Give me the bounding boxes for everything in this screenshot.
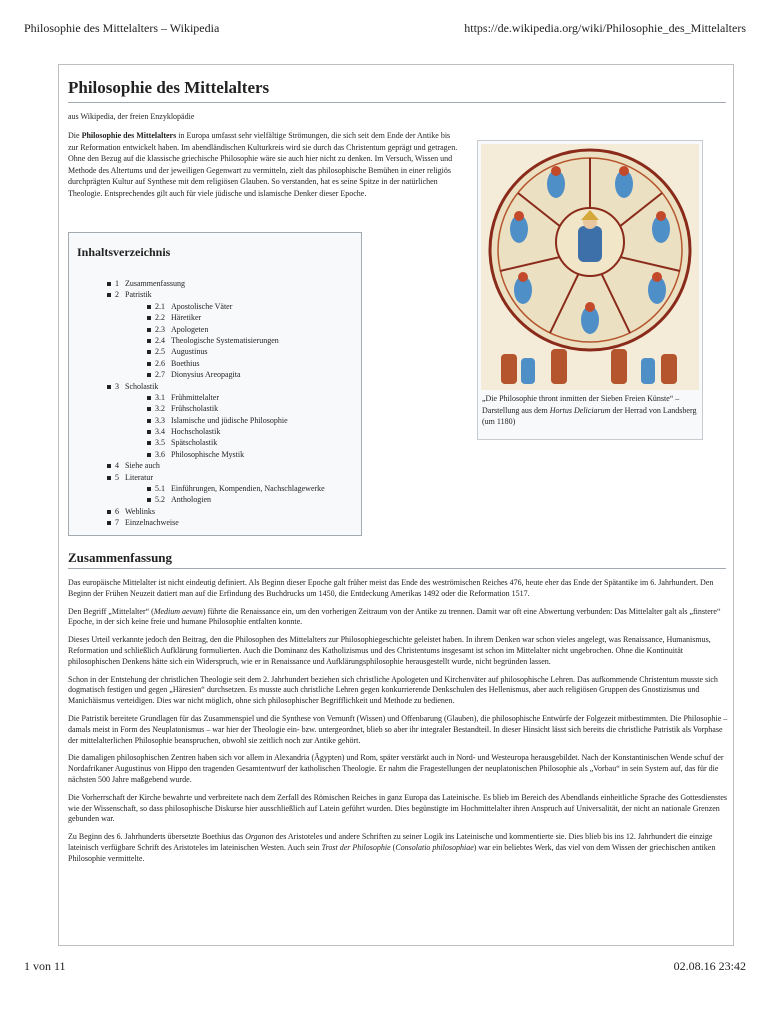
toc-item-number: 3.4: [155, 427, 165, 437]
toc-item[interactable]: [69, 426, 359, 437]
toc-list: [69, 278, 359, 529]
bullet-icon: [147, 305, 151, 309]
paragraph: Das europäische Mittelalter ist nicht eindeutig definiert. Als Beginn dieser Epoche galt früher meist das Ende des weströmischen Reiches 476, heute eher das Ende der Spätantike im 6. Jahrhundert. Den Beginn der Frühen Neuzeit datiert man auf die Erfindung des Buchdrucks um 1450, die Entdeckung Amerikas 1492 oder die Reformation 1517.: [68, 578, 714, 598]
toc-title: Inhaltsverzeichnis: [77, 245, 171, 259]
toc-item-number: 3: [115, 381, 119, 391]
toc-item[interactable]: [69, 460, 359, 471]
bullet-icon: [147, 362, 151, 366]
toc-item-label: Philosophische Mystik: [171, 449, 245, 459]
bullet-icon: [147, 328, 151, 332]
toc-item-number: 7: [115, 518, 119, 528]
bullet-icon: [147, 430, 151, 434]
toc-item[interactable]: [69, 301, 359, 312]
bullet-icon: [147, 350, 151, 354]
toc-item-label: Einzelnachweise: [125, 518, 179, 528]
toc-item-label: Frühscholastik: [171, 404, 219, 414]
bullet-icon: [107, 476, 111, 480]
toc-item-number: 3.3: [155, 415, 165, 425]
toc-item-label: Apologeten: [171, 324, 209, 334]
toc-item-label: Scholastik: [125, 381, 159, 391]
toc-item-label: Theologische Systematisierungen: [171, 335, 279, 345]
page-counter: 1 von 11: [24, 959, 66, 973]
hortus-deliciarum-illustration: [481, 144, 699, 390]
intro-paragraph: Die Philosophie des Mittelalters in Europa umfasst sehr vielfältige Strömungen, die sich seit dem Ende der Antike bis zur Reformation entwickelt haben. Im abendländischen Kulturkreis wird sie durch das Christentum geprägt und getragen. Ohne den Bezug auf die klassische griechische Philosophie wäre sie auch hier nicht zu denken. Im Versuch, Wissen und Methode des Altertums und der jeweiligen Gegenwart zu vermitteln, zielt das philosophische Bemühen in einer religiös durchprägten Kultur auf Synthese mit dem religiösen Glauben. So verstanden, hat es seine Spitze in der natürlichen Theologie. Entsprechendes gilt auch für viele jüdische und islamische Denker dieser Epoche.: [68, 131, 458, 198]
paragraph: Die Vorherrschaft der Kirche bewahrte und verbreitete nach dem Zerfall des Römischen Reiches in ganz Europa das Lateinische. Es blieb im Bereich des Abendlands einheitliche Sprache des Gottesdienstes wie der Wissenschaft, so dass philosophische Diskurse hier ausschließlich auf Latein geführt wurden. Dies begünstigte im Hochmittelalter ihren Anspruch auf Universalität, der nicht an nationale Grenzen gebunden war.: [68, 792, 728, 824]
toc-item[interactable]: [69, 403, 359, 414]
bullet-icon: [107, 293, 111, 297]
toc-item-number: 2.4: [155, 335, 165, 345]
toc-item-label: Siehe auch: [125, 461, 160, 471]
toc-item-number: 4: [115, 461, 119, 471]
toc-item-label: Spätscholastik: [171, 438, 218, 448]
page-subtitle: aus Wikipedia, der freien Enzyklopädie: [68, 112, 195, 121]
bullet-icon: [107, 464, 111, 468]
bullet-icon: [147, 441, 151, 445]
bullet-icon: [147, 487, 151, 491]
paragraph: Schon in der Entstehung der christlichen Theologie seit dem 2. Jahrhundert beziehen sich christliche Apologeten und Kirchenväter auf philosophische Lehren. Das aufkommende Christentum musste sich dogmatisch festigen und gegen „Häresien“ durchsetzen. Es musste auch christliche Lehren gegen konkurrierende Denkschulen des Hellenismus, aber auch religiösen Gruppen des Gnostizismus und Manichäismus verteidigen. Dies war nicht möglich, ohne sich philosophischer Begrifflichkeit und Methode zu bedienen.: [68, 674, 718, 706]
toc-item-label: Dionysius Areopagita: [171, 370, 241, 380]
figure-thumbnail[interactable]: [477, 140, 703, 440]
toc-item-label: Hochscholastik: [171, 427, 221, 437]
toc-item-number: 1: [115, 279, 119, 288]
toc-item[interactable]: [69, 381, 359, 392]
section-body: [68, 578, 728, 872]
toc-item-label: Islamische und jüdische Philosophie: [171, 415, 288, 425]
toc-item[interactable]: [69, 335, 359, 346]
bullet-icon: [107, 521, 111, 525]
toc-item-number: 3.6: [155, 449, 165, 459]
print-timestamp: 02.08.16 23:42: [673, 959, 746, 973]
toc-item-number: 3.1: [155, 392, 165, 402]
toc-item[interactable]: [69, 278, 359, 289]
figure-caption: „Die Philosophie thront inmitten der Sieben Freien Künste“ – Darstellung aus dem Hortus Deliciarum der Herrad von Landsberg (um 1180): [482, 394, 697, 427]
toc-item-number: 5.1: [155, 484, 165, 494]
paragraph: Die Patristik bereitete Grundlagen für das Zusammenspiel und die Synthese von Vernunft (Wissen) und Offenbarung (Glauben), die philosophische Entwürfe der Folgezeit mitbestimmten. Die Philosophie – damals meist in Form des Neuplatonismus – war hier der Theologie ein- bzw. untergeordnet, blieb so aber ihr integraler Bestandteil. In dieser Hinsicht lässt sich bereits die christliche Patristik als Vorphase der mittelalterlichen Philosophie beanspruchen, obwohl sie zeitlich noch zur Antike gehört.: [68, 713, 728, 745]
intro-bold-term: Philosophie des Mittelalters: [81, 131, 177, 140]
toc-item-label: Augustinus: [171, 347, 208, 357]
toc-item-label: Anthologien: [171, 495, 211, 505]
toc-item-number: 6: [115, 506, 119, 516]
toc-item[interactable]: [69, 369, 359, 380]
toc-item[interactable]: [69, 437, 359, 448]
toc-item[interactable]: [69, 289, 359, 300]
toc-item[interactable]: [69, 517, 359, 528]
bullet-icon: [147, 373, 151, 377]
toc-item-number: 2.6: [155, 358, 165, 368]
print-header-title: Philosophie des Mittelalters – Wikipedia: [24, 21, 220, 35]
toc-item[interactable]: [69, 483, 359, 494]
section-heading: Zusammenfassung: [68, 550, 173, 565]
toc-item[interactable]: [69, 346, 359, 357]
paragraph: Dieses Urteil verkannte jedoch den Beitrag, den die Philosophen des Mittelalters zur Philosophiegeschichte geleistet haben. In ihrem Denken war schon vieles angelegt, was Renaissance, Humanismus, Reformation und schließlich Aufklärung formulierten. Auch die Dominanz des Katholizismus und des Christentums insgesamt ist schon im Mittelalter nicht ungebrochen. Ohne die Kontinuität philosophischen Denkens hätte sich ein Widerspruch, wie er in Renaissance und Aufklärungsphilosophie herausgestellt wurde, nicht begründen lassen.: [68, 635, 711, 666]
section-divider: [68, 568, 726, 569]
toc-item[interactable]: [69, 358, 359, 369]
toc-item-number: 2.2: [155, 313, 165, 323]
page-title: Philosophie des Mittelalters: [68, 78, 270, 97]
toc-item-label: Frühmittelalter: [171, 392, 219, 402]
toc-item[interactable]: [69, 392, 359, 403]
bullet-icon: [147, 498, 151, 502]
bullet-icon: [147, 407, 151, 411]
toc-item-number: 2.1: [155, 301, 165, 311]
toc-item[interactable]: [69, 494, 359, 505]
paragraph: Den Begriff „Mittelalter“ (Medium aevum) führte die Renaissance ein, um den vorherigen Zeitraum von der Antike zu trennen. Damit war oft eine Abwertung verbunden: Das Mittelalter galt als „finstere“ Epoche, in der sich keine freie und humane Philosophie entfalten konnte.: [68, 606, 721, 627]
table-of-contents: [68, 232, 362, 536]
toc-item[interactable]: [69, 472, 359, 483]
bullet-icon: [107, 385, 111, 389]
paragraph: Die damaligen philosophischen Zentren haben sich vor allem in Alexandria (Ägypten) und Rom, später verstärkt auch in Nord- und Westeuropa herausgebildet. Nach der Konstantinischen Wende schuf der Nordafrikaner Augustinus von Hippo den tragenden Gesamtentwurf der katholischen Theologie. Er nahm die Fragestellungen der neuplatonischen Philosophie als „Vorbau“ in sein System auf, das für die nächsten 500 Jahre maßgebend wurde.: [68, 753, 724, 784]
toc-item-number: 2.7: [155, 370, 165, 380]
toc-item-label: Literatur: [125, 472, 153, 482]
toc-item-label: Einführungen, Kompendien, Nachschlagewerke: [171, 484, 325, 494]
toc-item-number: 5: [115, 472, 119, 482]
bullet-icon: [147, 339, 151, 343]
title-divider: [68, 102, 726, 103]
bullet-icon: [147, 453, 151, 457]
print-header-url[interactable]: https://de.wikipedia.org/wiki/Philosophie_des_Mittelalters: [464, 21, 746, 35]
toc-item-number: 5.2: [155, 495, 165, 505]
bullet-icon: [147, 316, 151, 320]
bullet-icon: [147, 396, 151, 400]
toc-item[interactable]: [69, 324, 359, 335]
bullet-icon: [107, 510, 111, 514]
toc-item-number: 2: [115, 290, 119, 300]
toc-item-label: Boethius: [171, 358, 200, 368]
toc-item[interactable]: [69, 312, 359, 323]
toc-item-label: Weblinks: [125, 506, 156, 516]
toc-item-number: 3.2: [155, 404, 165, 414]
toc-item-label: Apostolische Väter: [171, 301, 233, 311]
toc-item[interactable]: [69, 506, 359, 517]
toc-item-label: Zusammenfassung: [125, 279, 185, 288]
toc-item-label: Patristik: [125, 290, 152, 300]
toc-item-number: 3.5: [155, 438, 165, 448]
toc-item[interactable]: [69, 415, 359, 426]
toc-item-label: Häretiker: [171, 313, 202, 323]
toc-item-number: 2.3: [155, 324, 165, 334]
toc-item-number: 2.5: [155, 347, 165, 357]
bullet-icon: [147, 419, 151, 423]
toc-item[interactable]: [69, 449, 359, 460]
paragraph: Zu Beginn des 6. Jahrhunderts übersetzte Boethius das Organon des Aristoteles und andere Schriften zu seiner Logik ins Lateinische und kommentierte sie. Dies blieb bis ins 12. Jahrhundert die einzige lateinisch verfügbare Schrift des Aristoteles im lateinischen Westen. Auch sein Trost der Philosophie (Consolatio philosophiae) war ein beliebtes Werk, das viel von dem Wissen der griechischen antiken Philosophie vermittelte.: [68, 832, 716, 863]
bullet-icon: [107, 282, 111, 286]
